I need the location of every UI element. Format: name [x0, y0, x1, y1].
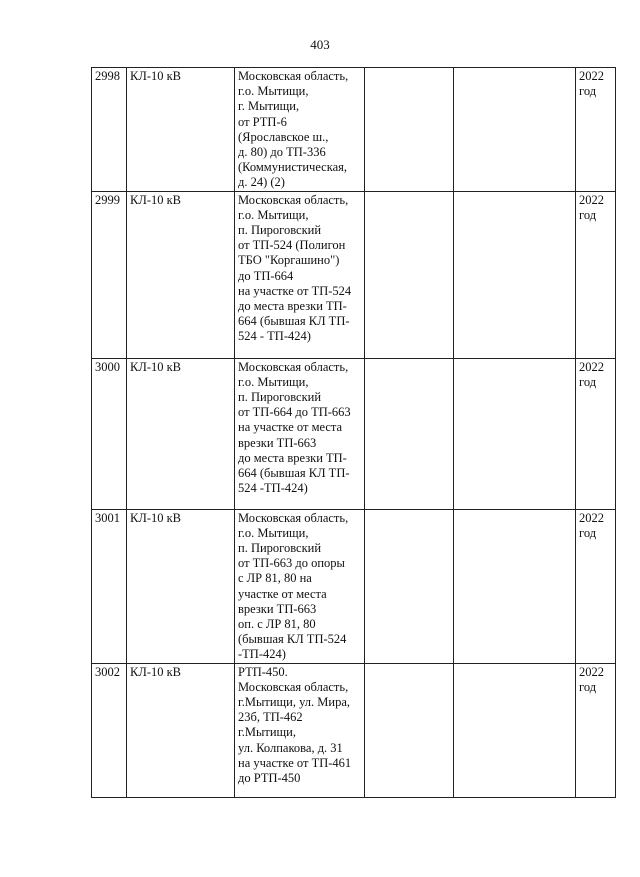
cable-type: КЛ-10 кВ	[127, 358, 235, 509]
table-row	[92, 663, 616, 797]
address-line: д. 24) (2)	[238, 175, 285, 190]
address-line: от РТП-6	[238, 114, 287, 129]
cable-type: КЛ-10 кВ	[127, 663, 235, 797]
address-line: Московская область,	[238, 679, 349, 694]
empty-cell	[454, 663, 576, 797]
commission-year: 2022 год	[576, 358, 616, 509]
address-line: РТП-450.	[238, 664, 288, 679]
cable-address	[235, 358, 365, 509]
address-line: -ТП-424)	[238, 647, 286, 662]
empty-cell	[454, 68, 576, 192]
address-line: г.о. Мытищи,	[238, 374, 309, 389]
address-line: г.о. Мытищи,	[238, 525, 309, 540]
address-line: 664 (бывшая КЛ ТП-	[238, 314, 350, 329]
address-line: с ЛР 81, 80 на	[238, 571, 312, 586]
address-line: п. Пироговский	[238, 541, 322, 556]
address-line: г.о. Мытищи,	[238, 207, 309, 222]
address-line: Московская область,	[238, 359, 349, 374]
address-line: д. 80) до ТП-336	[238, 145, 326, 160]
address-line: оп. с ЛР 81, 80	[238, 617, 316, 632]
address-line: от ТП-663 до опоры	[238, 556, 345, 571]
table-row	[92, 509, 616, 663]
address-line: Московская область,	[238, 192, 349, 207]
row-number: 2998	[92, 68, 127, 192]
address-line: 524 - ТП-424)	[238, 329, 311, 344]
address-line: участке от места	[238, 586, 327, 601]
address-line: от ТП-524 (Полигон	[238, 238, 346, 253]
address-line: до места врезки ТП-	[238, 299, 347, 314]
address-line: (Коммунистическая,	[238, 160, 348, 175]
address-line: Московская область,	[238, 510, 349, 525]
row-number: 3002	[92, 663, 127, 797]
row-number: 2999	[92, 191, 127, 358]
address-line: до места врезки ТП-	[238, 450, 347, 465]
address-line: от ТП-664 до ТП-663	[238, 405, 351, 420]
address-line: п. Пироговский	[238, 223, 322, 238]
cable-type: КЛ-10 кВ	[127, 68, 235, 192]
empty-cell	[454, 509, 576, 663]
address-line: Московская область,	[238, 69, 349, 83]
empty-cell	[365, 358, 454, 509]
commission-year: 2022 год	[576, 68, 616, 192]
cable-type: КЛ-10 кВ	[127, 509, 235, 663]
empty-cell	[365, 509, 454, 663]
table-row	[92, 68, 616, 192]
address-line: (Ярославское ш.,	[238, 129, 329, 144]
address-line: на участке от ТП-461	[238, 755, 352, 770]
table-row	[92, 358, 616, 509]
address-line: ул. Колпакова, д. 31	[238, 740, 343, 755]
address-line: п. Пироговский	[238, 390, 322, 405]
cable-address	[235, 509, 365, 663]
address-line: г.Мытищи,	[238, 725, 296, 740]
page-number: 403	[310, 37, 330, 52]
address-line: г. Мытищи,	[238, 99, 300, 114]
address-line: до РТП-450	[238, 771, 301, 786]
cable-address	[235, 663, 365, 797]
address-line: 664 (бывшая КЛ ТП-	[238, 466, 350, 481]
row-number: 3001	[92, 509, 127, 663]
commission-year: 2022 год	[576, 663, 616, 797]
empty-cell	[454, 358, 576, 509]
cable-type: КЛ-10 кВ	[127, 191, 235, 358]
address-line: г.Мытищи, ул. Мира,	[238, 695, 350, 710]
address-line: 23б, ТП-462	[238, 710, 303, 725]
cable-address	[235, 68, 365, 192]
empty-cell	[365, 191, 454, 358]
address-line: г.о. Мытищи,	[238, 84, 309, 99]
commission-year: 2022 год	[576, 191, 616, 358]
row-number: 3000	[92, 358, 127, 509]
registry-table	[91, 67, 616, 798]
table-row	[92, 191, 616, 358]
address-line: (бывшая КЛ ТП-524	[238, 632, 347, 647]
address-line: врезки ТП-663	[238, 435, 317, 450]
empty-cell	[365, 663, 454, 797]
address-line: на участке от места	[238, 420, 343, 435]
address-line: ТБО "Коргашино")	[238, 253, 340, 268]
address-line: на участке от ТП-524	[238, 283, 352, 298]
empty-cell	[365, 68, 454, 192]
cable-address	[235, 191, 365, 358]
address-line: врезки ТП-663	[238, 601, 317, 616]
address-line: 524 -ТП-424)	[238, 481, 308, 496]
empty-cell	[454, 191, 576, 358]
address-line: до ТП-664	[238, 268, 294, 283]
commission-year: 2022 год	[576, 509, 616, 663]
